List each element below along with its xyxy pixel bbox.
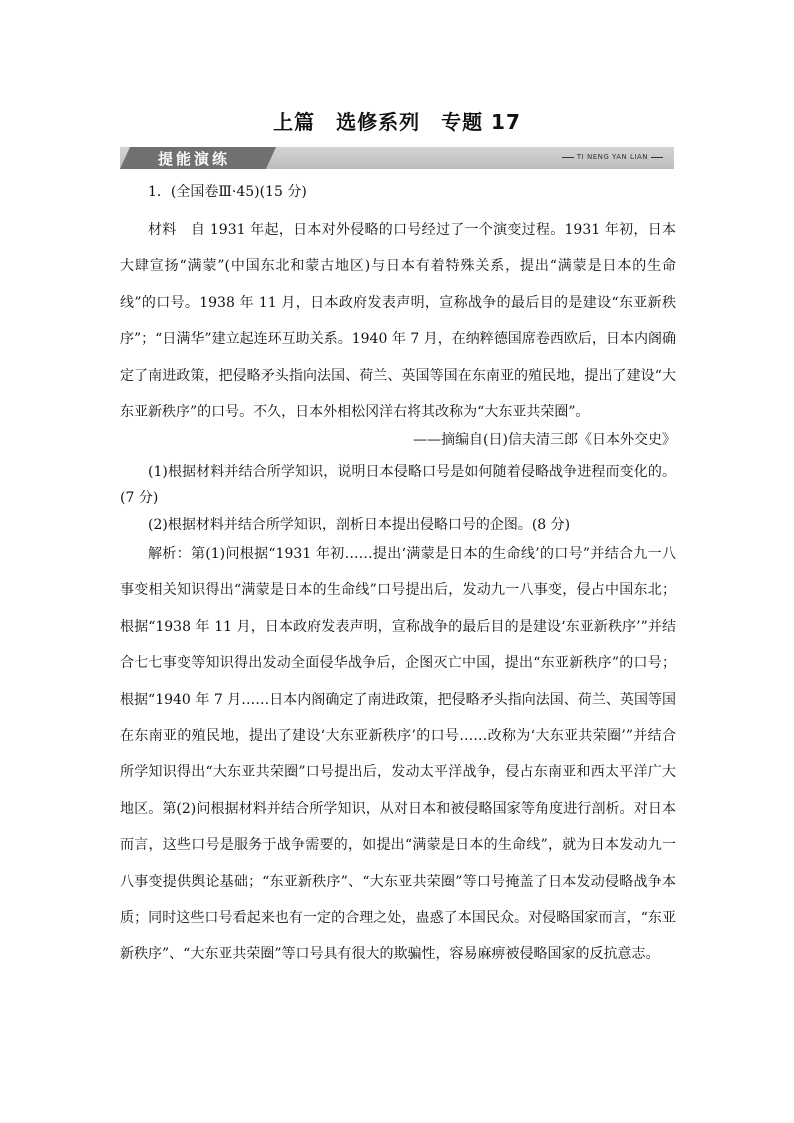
section-banner	[120, 147, 674, 169]
left-arrow-line-icon	[562, 157, 574, 158]
analysis-paragraph	[120, 536, 676, 973]
banner-label: 提能演练	[158, 150, 231, 168]
material-source: ——摘编自(日)信夫清三郎《日本外交史》	[413, 432, 676, 448]
material-label: 材料	[148, 222, 177, 238]
right-arrow-line-icon	[651, 157, 663, 158]
analysis-text: 第(1)问根据“1931 年初……提出‘满蒙是日本的生命线’的口号”并结合九一八事变相关知识得出“满蒙是日本的生命线”口号提出后，发动九一八事变，侵占中国东北；根据“1938 年 11 月，日本政府发表声明，宣称战争的最后目的是建设‘东亚新秩序’”并结合七七事变等知识得出发动全面侵华战争后，企图灭亡中国，提出“东亚新秩序”的口号；根据“1940 年 7 月……日本内阁确定了南进政策，把侵略矛头指向法国、荷兰、英国等国在东南亚的殖民地，提出了建设‘大东亚新秩序’的口号……改称为‘大东亚共荣圈’”并结合所学知识得出“大东亚共荣圈”口号提出后，发动太平洋战争，侵占东南亚和西太平洋广大地区。第(2)问根据材料并结合所学知识，从对日本和被侵略国家等角度进行剖析。对日本而言，这些口号是服务于战争需要的，如提出“满蒙是日本的生命线”，就为日本发动九一八事变提供舆论基础；“东亚新秩序”、“大东亚共荣圈”等口号掩盖了日本发动侵略战争本质；同时这些口号看起来也有一定的合理之处，蛊惑了本国民众。对侵略国家而言，“东亚新秩序”、“大东亚共荣圈”等口号具有很大的欺骗性，容易麻痹被侵略国家的反抗意志。	[120, 546, 677, 963]
banner-pinyin-text: TI NENG YAN LIAN	[576, 153, 648, 161]
question-head: 1．(全国卷Ⅲ·45)(15 分)	[148, 184, 307, 200]
material-paragraph	[120, 212, 676, 430]
material-text: 自 1931 年起，日本对外侵略的口号经过了一个演变过程。1931 年初，日本大肆宣扬“满蒙”(中国东北和蒙古地区)与日本有着特殊关系，提出“满蒙是日本的生命线”的口号。1938 年 11 月，日本政府发表声明，宣称战争的最后目的是建设“东亚新秩序”；“日满华”建立起连环互助关系。1940 年 7 月，在纳粹德国席卷西欧后，日本内阁确定了南进政策，把侵略矛头指向法国、荷兰、英国等国在东南亚的殖民地，提出了建设“大东亚新秩序”的口号。不久，日本外相松冈洋右将其改称为“大东亚共荣圈”。	[120, 222, 677, 421]
banner-pinyin	[559, 153, 666, 161]
analysis-label: 解析：	[148, 546, 191, 562]
page-title: 上篇 选修系列 专题 17	[273, 110, 521, 134]
sub-question-2: (2)根据材料并结合所学知识，剖析日本提出侵略口号的企图。(8 分)	[148, 517, 571, 533]
sub-question-1: (1)根据材料并结合所学知识，说明日本侵略口号是如何随着侵略战争进程而变化的。(7 分)	[120, 464, 676, 506]
